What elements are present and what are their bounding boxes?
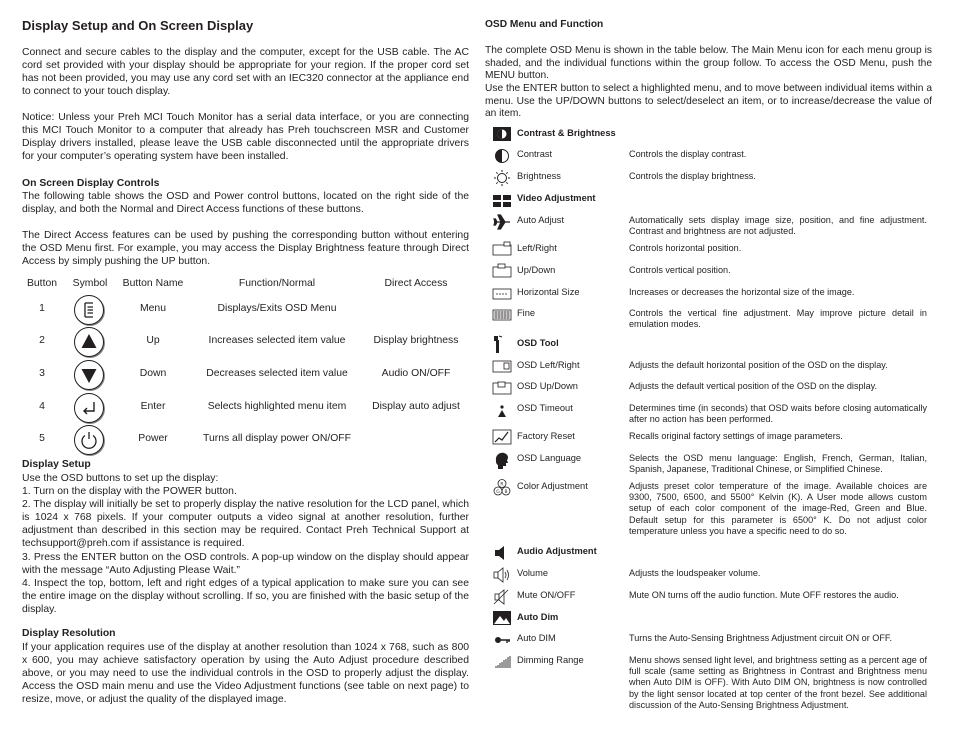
auto-dim-key-icon [492, 632, 512, 648]
table-header: Button [26, 278, 58, 289]
menu-item-desc: Controls the display contrast. [629, 149, 747, 159]
menu-item-name: Left/Right [517, 243, 557, 253]
menu-lines-icon [74, 295, 104, 325]
auto-dim-icon [492, 610, 512, 626]
table-header: Direct Access [384, 278, 448, 289]
osd-menu-intro: The complete OSD Menu is shown in the table below. The Main Menu icon for each menu group is shaded, and the individual functions within the group follow. To access the OSD Menu, push the MENU button. [485, 45, 932, 82]
osd-menu-intro-2: Use the ENTER button to select a highlighted menu, and to move between individual items within a menu. Use the UP/DOWN buttons to select/deselect an item, or to increase/decrease the value of an item. [485, 83, 932, 120]
table-cell: Display brightness [373, 335, 459, 346]
display-resolution-paragraph: If your application requires use of the display at another resolution than 1024 x 768, such as 800 x 600, you may achieve satisfactory operation by using the Auto Adjust procedure described above, or you may need to use the individual controls in the OSD to properly adjust the display. Access the OSD main menu and use the Video Adjustment functions (see table on next page) to resize, move, or adjust the quality of the displayed image. [22, 642, 469, 706]
contrast-icon [492, 148, 512, 164]
volume-icon [492, 566, 512, 584]
menu-item-desc: Controls horizontal position. [629, 243, 742, 253]
horizontal-size-icon [492, 286, 512, 302]
osd-menu-heading: OSD Menu and Function [485, 19, 604, 30]
brightness-icon [492, 169, 512, 187]
menu-item-name: Dimming Range [517, 655, 584, 665]
menu-item-name: Horizontal Size [517, 287, 580, 297]
osd-up-down-icon [492, 380, 512, 396]
menu-item-name: OSD Language [517, 453, 582, 463]
osd-language-icon [492, 451, 512, 471]
table-cell: Decreases selected item value [206, 368, 348, 379]
table-header: Symbol [72, 278, 108, 289]
intro-paragraph: Connect and secure cables to the display and the computer, except for the USB cable. The AC cord set provided with your display should be appropriate for your region. If the proper cord set has not been provided, you may use any cord set with an IEC320 connector at the appliance end to connect to your touch display. [22, 47, 469, 98]
menu-item-desc: Adjusts the loudspeaker volume. [629, 568, 761, 578]
osd-timeout-icon [492, 403, 512, 419]
menu-item-name: Factory Reset [517, 431, 575, 441]
menu-item-desc: Controls the vertical fine adjustment. May improve picture detail in emulation modes. [629, 308, 927, 330]
menu-item-desc: Increases or decreases the horizontal size of the image. [629, 287, 855, 297]
menu-item-desc: Menu shows sensed light level, and brightness setting as a percent age of full scale (same setting as Brightness in Contrast and Brightness menu when Auto DIM is OFF). With Auto DIM ON, brightness is now controlled by the light sensor located at top center of the front bezel. See additional discussion of the Auto-Sensing Brightness Adjustment. [629, 655, 927, 710]
menu-item-desc: Recalls original factory settings of image parameters. [629, 431, 843, 441]
direct-access-paragraph: The Direct Access features can be used by pushing the corresponding button without entering the OSD Menu first. For example, you may access the Display Brightness feature through Direct Access by simply pushing the UP button. [22, 230, 469, 268]
enter-arrow-icon [74, 393, 104, 423]
dimming-range-icon [492, 654, 512, 672]
table-cell: Displays/Exits OSD Menu [217, 303, 337, 314]
menu-item-desc: Controls the display brightness. [629, 171, 756, 181]
table-cell: Menu [140, 303, 166, 314]
menu-item-desc: Controls vertical position. [629, 265, 731, 275]
menu-item-name: Mute ON/OFF [517, 590, 576, 600]
menu-item-name: Contrast & Brightness [517, 128, 616, 138]
auto-adjust-icon [492, 214, 512, 230]
fine-icon [492, 307, 512, 323]
table-cell: Selects highlighted menu item [207, 401, 347, 412]
osd-left-right-icon [492, 358, 512, 374]
video-adjustment-icon [492, 193, 512, 209]
table-header: Function/Normal [238, 278, 316, 289]
down-triangle-icon [74, 360, 104, 390]
menu-item-name: Auto Adjust [517, 215, 565, 225]
menu-item-name: OSD Left/Right [517, 360, 580, 370]
menu-item-desc: Adjusts the default vertical position of the OSD on the display. [629, 381, 878, 391]
menu-item-desc: Automatically sets display image size, position, and fine adjustment. Contrast and brightness are not adjusted. [629, 215, 927, 237]
osd-controls-paragraph: The following table shows the OSD and Power control buttons, located on the right side of the display, and both the Normal and Direct Access functions of these buttons. [22, 191, 469, 216]
menu-item-name: Fine [517, 308, 536, 318]
table-cell: Power [138, 433, 168, 444]
up-triangle-icon [74, 327, 104, 357]
table-cell: Audio ON/OFF [381, 368, 451, 379]
menu-item-name: Video Adjustment [517, 193, 596, 203]
menu-item-name: Auto DIM [517, 633, 556, 643]
color-adjustment-icon [492, 478, 512, 498]
menu-item-name: Color Adjustment [517, 481, 588, 491]
table-cell: 2 [39, 335, 45, 346]
contrast-brightness-icon [492, 126, 512, 142]
menu-item-name: OSD Tool [517, 338, 559, 348]
menu-item-name: Volume [517, 568, 549, 578]
menu-item-name: Brightness [517, 171, 561, 181]
menu-item-desc: Selects the OSD menu language: English, French, German, Italian, Spanish, Japanese, Traditional Chinese, or Simplified Chinese. [629, 453, 927, 475]
table-cell: 1 [39, 303, 45, 314]
osd-controls-heading: On Screen Display Controls [22, 178, 160, 189]
svg-text:G: G [496, 489, 500, 495]
display-setup-heading: Display Setup [22, 459, 91, 470]
up-down-icon [492, 263, 512, 279]
mute-icon [492, 588, 512, 606]
menu-item-desc: Determines time (in seconds) that OSD waits before closing automatically after no action has been performed. [629, 403, 927, 425]
menu-item-name: Contrast [517, 149, 553, 159]
table-cell: 4 [39, 401, 45, 412]
menu-item-name: Audio Adjustment [517, 546, 597, 556]
osd-tool-icon [492, 334, 512, 354]
factory-reset-icon [492, 428, 512, 446]
notice-paragraph: Notice: Unless your Preh MCI Touch Monitor has a serial data interface, or you are connecting this MCI Touch Monitor to a computer that already has Preh touchscreen MSR and Customer Display drivers installed, please leave the USB cable disconnected until the appropriate drivers for your computer’s operating system have been installed. [22, 112, 469, 163]
menu-item-desc: Mute ON turns off the audio function. Mute OFF restores the audio. [629, 590, 899, 600]
menu-item-name: Up/Down [517, 265, 556, 275]
display-setup-paragraph: Use the OSD buttons to set up the display: 1. Turn on the display with the POWER button. 2. The display will initially be set to properly display the native resolution for the LCD panel, which is 1024 x 768 pixels. If your computer outputs a video signal at another resolution, further adjustment than described in this section may be required. Contact Preh Technical Support at techsupport@preh.com if assistance is required. 3. Press the ENTER button on the OSD controls. A pop-up window on the display should appear with the message “Auto Adjusting Please Wait.” 4. Inspect the top, bottom, left and right edges of a typical application to make sure you can see the entire image on the display without scrolling. If so, you are finished with the basic setup of the display. [22, 473, 469, 615]
table-cell: 3 [39, 368, 45, 379]
page-title: Display Setup and On Screen Display [22, 18, 254, 33]
table-cell: Enter [140, 401, 166, 412]
menu-item-name: Auto Dim [517, 612, 559, 622]
svg-text:R: R [500, 482, 504, 488]
menu-item-desc: Adjusts preset color temperature of the image. Available choices are 9300, 7500, 6500, and 5500° Kelvin (K). A User mode allows custom setup of each color component of the image-Red, Green and Blue. Default setup for this parameter is 6500° K. Do not adjust color temperature unless you have a specific need to do so. [629, 481, 927, 536]
left-right-icon [492, 241, 512, 257]
menu-item-desc: Turns the Auto-Sensing Brightness Adjustment circuit ON or OFF. [629, 633, 892, 643]
table-header: Button Name [122, 278, 184, 289]
table-cell: 5 [39, 433, 45, 444]
menu-item-name: OSD Timeout [517, 403, 573, 413]
display-resolution-heading: Display Resolution [22, 628, 116, 639]
table-cell: Down [139, 368, 167, 379]
table-cell: Turns all display power ON/OFF [202, 433, 352, 444]
table-cell: Up [146, 335, 160, 346]
menu-item-name: OSD Up/Down [517, 381, 578, 391]
audio-adjustment-icon [492, 545, 512, 561]
svg-text:B: B [504, 489, 508, 495]
menu-item-desc: Adjusts the default horizontal position of the OSD on the display. [629, 360, 888, 370]
table-cell: Increases selected item value [208, 335, 346, 346]
power-icon [74, 425, 104, 455]
table-cell: Display auto adjust [372, 401, 460, 412]
